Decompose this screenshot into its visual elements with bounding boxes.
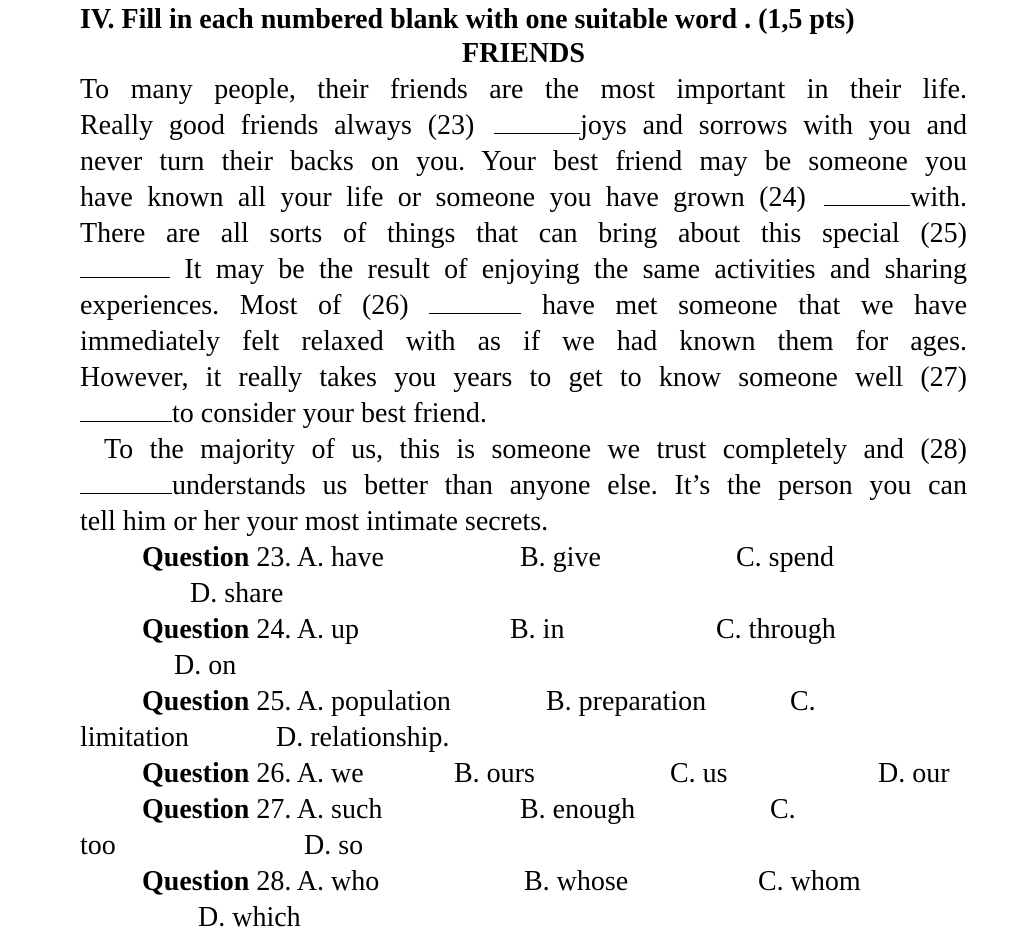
passage-line: To many people, their friends are the most important in their life.: [80, 74, 967, 105]
passage-line: [80, 180, 967, 216]
question-28: [142, 864, 379, 900]
passage-text: to consider your best friend.: [172, 398, 487, 429]
option-a: A. population: [296, 686, 451, 717]
blank-25: [80, 253, 170, 278]
passage-line: [80, 108, 967, 144]
option-c: C. spend: [736, 542, 834, 573]
blank-28: [80, 469, 172, 494]
option-d: D. share: [190, 578, 284, 609]
question-number: 23.: [256, 542, 292, 573]
passage-text: It may be the result of enjoying the same activities and sharing: [184, 254, 967, 285]
option-a: A. we: [296, 758, 364, 789]
question-number: 24.: [256, 614, 292, 645]
option-a: A. who: [296, 866, 380, 897]
option-d: D. so: [304, 830, 364, 861]
option-b: B. preparation: [546, 686, 707, 717]
option-b: B. in: [510, 614, 565, 645]
option-d: D. on: [174, 650, 237, 681]
blank-24: [824, 181, 910, 206]
option-d: D. our: [878, 758, 950, 789]
passage-line: never turn their backs on you. Your best friend may be someone you: [80, 146, 967, 177]
question-26: [142, 756, 364, 792]
question-label: Question: [142, 542, 250, 573]
question-24: [142, 612, 359, 648]
question-label: Question: [142, 686, 250, 717]
option-a: A. such: [296, 794, 383, 825]
passage-title: FRIENDS: [462, 38, 585, 69]
blank-26: [429, 289, 521, 314]
passage-line: There are all sorts of things that can bring about this special (25): [80, 218, 967, 249]
passage-text: understands us better than anyone else. It’s the person you can: [172, 470, 967, 501]
passage-line: [80, 252, 967, 288]
option-a: A. up: [296, 614, 360, 645]
question-23: [142, 540, 384, 576]
passage-text: Really good friends always (23): [80, 110, 475, 141]
section-heading: IV. Fill in each numbered blank with one suitable word . (1,5 pts): [80, 4, 855, 35]
option-c: C. whom: [758, 866, 861, 897]
question-label: Question: [142, 794, 250, 825]
question-label: Question: [142, 866, 250, 897]
blank-27: [80, 397, 172, 422]
option-c: C.: [790, 686, 816, 717]
option-a: A. have: [296, 542, 384, 573]
passage-text: joys and sorrows with you and: [580, 110, 967, 141]
question-number: 28.: [256, 866, 292, 897]
passage-line: However, it really takes you years to get to know someone well (27): [80, 362, 967, 393]
option-d: D. relationship.: [276, 722, 450, 753]
passage-line: To the majority of us, this is someone we trust completely and (28): [104, 434, 967, 465]
passage-line: immediately felt relaxed with as if we had known them for ages.: [80, 326, 967, 357]
option-c: C. us: [670, 758, 728, 789]
passage-text: experiences. Most of (26): [80, 290, 409, 321]
question-number: 27.: [256, 794, 292, 825]
question-25: [142, 684, 451, 720]
option-c-text: limitation: [80, 722, 189, 753]
question-label: Question: [142, 614, 250, 645]
option-d: D. which: [198, 902, 301, 933]
blank-23: [494, 109, 580, 134]
option-c: C.: [770, 794, 796, 825]
passage-text: have met someone that we have: [541, 290, 968, 321]
passage-line: [80, 288, 967, 324]
option-b: B. give: [520, 542, 601, 573]
question-27: [142, 792, 382, 828]
passage-line: [80, 396, 967, 432]
passage-text: have known all your life or someone you have grown (24): [80, 182, 806, 213]
passage-text: with.: [910, 182, 967, 213]
question-number: 26.: [256, 758, 292, 789]
option-c: C. through: [716, 614, 836, 645]
option-b: B. whose: [524, 866, 629, 897]
passage-line: tell him or her your most intimate secrets.: [80, 506, 549, 537]
option-b: B. ours: [454, 758, 535, 789]
passage-line: [80, 468, 967, 504]
option-c-text: too: [80, 830, 116, 861]
question-number: 25.: [256, 686, 292, 717]
question-label: Question: [142, 758, 250, 789]
option-b: B. enough: [520, 794, 636, 825]
